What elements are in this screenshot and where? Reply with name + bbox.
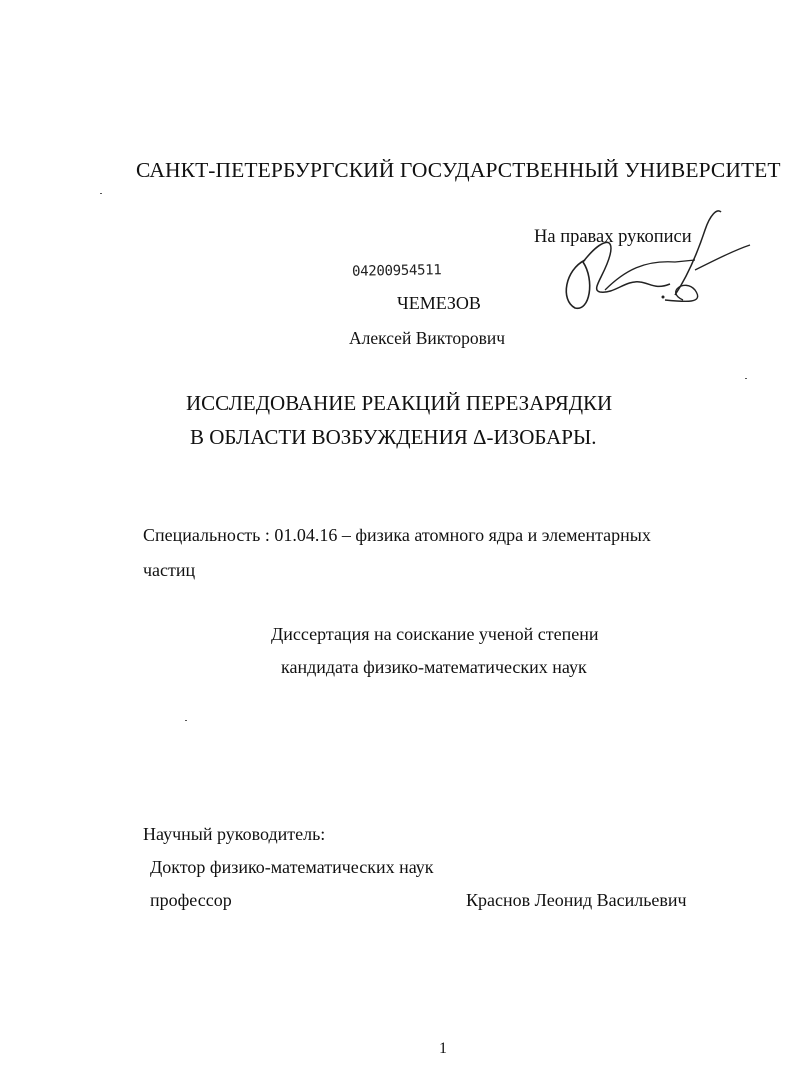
degree-line-2: кандидата физико-математических наук [281,657,587,677]
degree-line-1: Диссертация на соискание ученой степени [271,624,599,644]
supervisor-name: Краснов Леонид Васильевич [466,890,687,910]
supervisor-title: профессор [150,890,232,910]
author-given-names: Алексей Викторович [349,328,506,348]
specialty-line-2: частиц [143,560,196,580]
thesis-title-line-2: В ОБЛАСТИ ВОЗБУЖДЕНИЯ Δ-ИЗОБАРЫ. [190,425,597,449]
scan-speck [100,193,102,194]
university-name: САНКТ-ПЕТЕРБУРГСКИЙ ГОСУДАРСТВЕННЫЙ УНИВЕРСИТЕТ [136,158,781,182]
registration-number: 04200954511 [351,262,442,280]
page-number: 1 [439,1040,447,1057]
supervisor-degree: Доктор физико-математических наук [150,857,434,877]
scan-speck [185,720,187,721]
specialty-line-1: Специальность : 01.04.16 – физика атомного ядра и элементарных [143,525,651,545]
thesis-title-line-1: ИССЛЕДОВАНИЕ РЕАКЦИЙ ПЕРЕЗАРЯДКИ [186,391,613,415]
supervisor-label: Научный руководитель: [143,824,326,844]
author-surname: ЧЕМЕЗОВ [397,293,481,313]
scan-speck [745,378,747,379]
manuscript-rights-note: На правах рукописи [534,227,692,247]
author-signature [545,200,755,320]
